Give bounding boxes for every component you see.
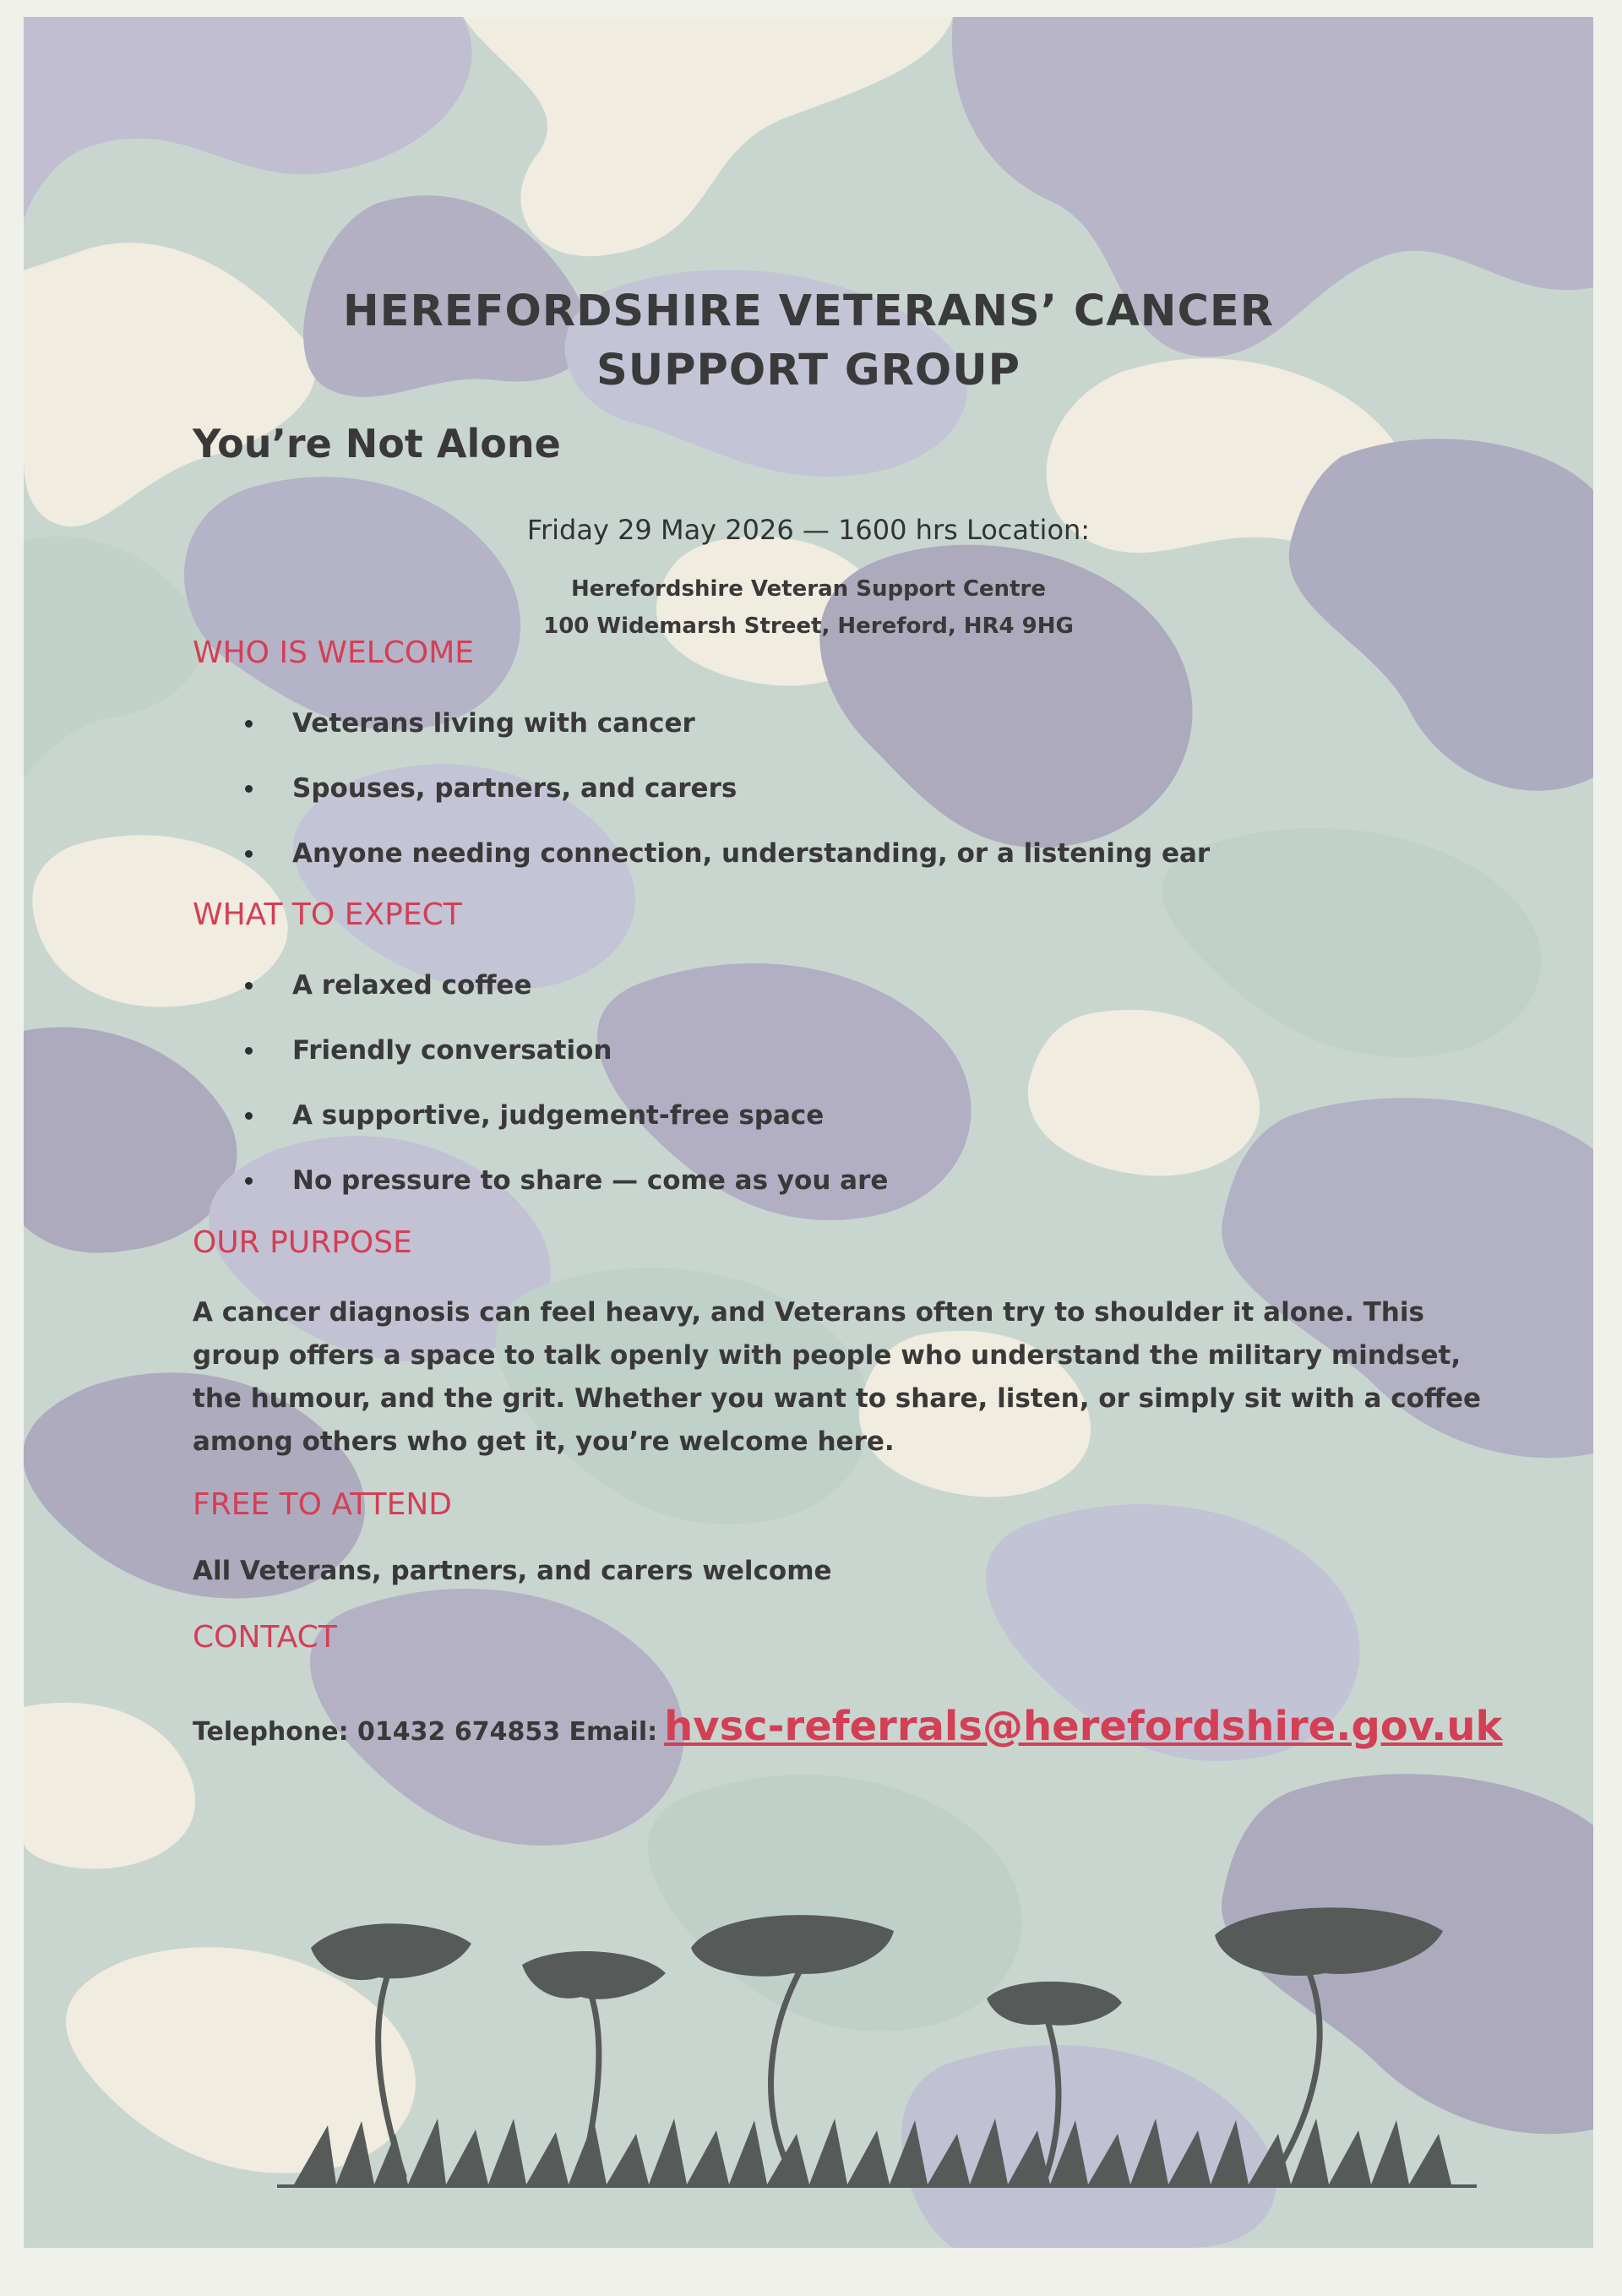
bullet-icon (245, 720, 253, 728)
email-link[interactable]: hvsc-referrals@herefordshire.gov.uk (664, 1703, 1503, 1750)
venue-name: Herefordshire Veteran Support Centre (571, 576, 1046, 602)
purpose-paragraph: A cancer diagnosis can feel heavy, and Veterans often try to shoulder it alone. This group offers a space to talk openly with people who understand the military mindset, the humour, and the grit. Whether you want to share, listen, or simply sit with a coffee among others who get it, you’re welcome here. (193, 1297, 1482, 1457)
list-item (193, 837, 1210, 902)
list-item (193, 706, 1210, 772)
bullet-icon (245, 850, 253, 858)
section-heading-welcome: WHO IS WELCOME (193, 635, 475, 670)
section-heading-free: FREE TO ATTEND (193, 1487, 453, 1522)
list-item-text: Spouses, partners, and carers (292, 773, 738, 804)
section-heading-purpose: OUR PURPOSE (193, 1225, 412, 1260)
poppies-illustration (277, 1897, 1502, 2201)
list-item-text: A supportive, judgement-free space (292, 1100, 825, 1131)
free-text: All Veterans, partners, and carers welcome (193, 1556, 832, 1586)
welcome-list (193, 706, 1210, 902)
list-item-text: Friendly conversation (292, 1035, 612, 1066)
page-title-line-2: SUPPORT GROUP (596, 346, 1021, 395)
list-item (193, 1099, 888, 1164)
bullet-icon (245, 785, 253, 793)
list-item-text: Veterans living with cancer (292, 708, 695, 739)
list-item-text: Anyone needing connection, understanding, or a listening ear (292, 838, 1211, 869)
section-heading-expect: WHAT TO EXPECT (193, 897, 462, 932)
list-item-text: No pressure to share — come as you are (292, 1165, 889, 1196)
list-item (193, 1164, 888, 1229)
list-item (193, 968, 888, 1033)
list-item (193, 772, 1210, 837)
section-heading-contact: CONTACT (193, 1620, 337, 1655)
page-title-line-1: HEREFORDSHIRE VETERANS’ CANCER (342, 286, 1275, 336)
contact-phone: Telephone: 01432 674853 Email: (193, 1717, 658, 1747)
expect-list (193, 968, 888, 1229)
bullet-icon (245, 1177, 253, 1185)
contact-line (193, 1703, 1502, 1750)
bullet-icon (245, 1112, 253, 1120)
bullet-icon (245, 1047, 253, 1055)
flyer-content (24, 17, 1593, 2248)
bullet-icon (245, 982, 253, 990)
flyer-page (24, 17, 1593, 2248)
venue-address: 100 Widemarsh Street, Hereford, HR4 9HG (543, 614, 1074, 639)
list-item-text: A relaxed coffee (292, 970, 532, 1001)
page-subtitle: You’re Not Alone (193, 421, 561, 466)
list-item (193, 1033, 888, 1099)
event-datetime: Friday 29 May 2026 — 1600 hrs Location: (526, 514, 1091, 546)
